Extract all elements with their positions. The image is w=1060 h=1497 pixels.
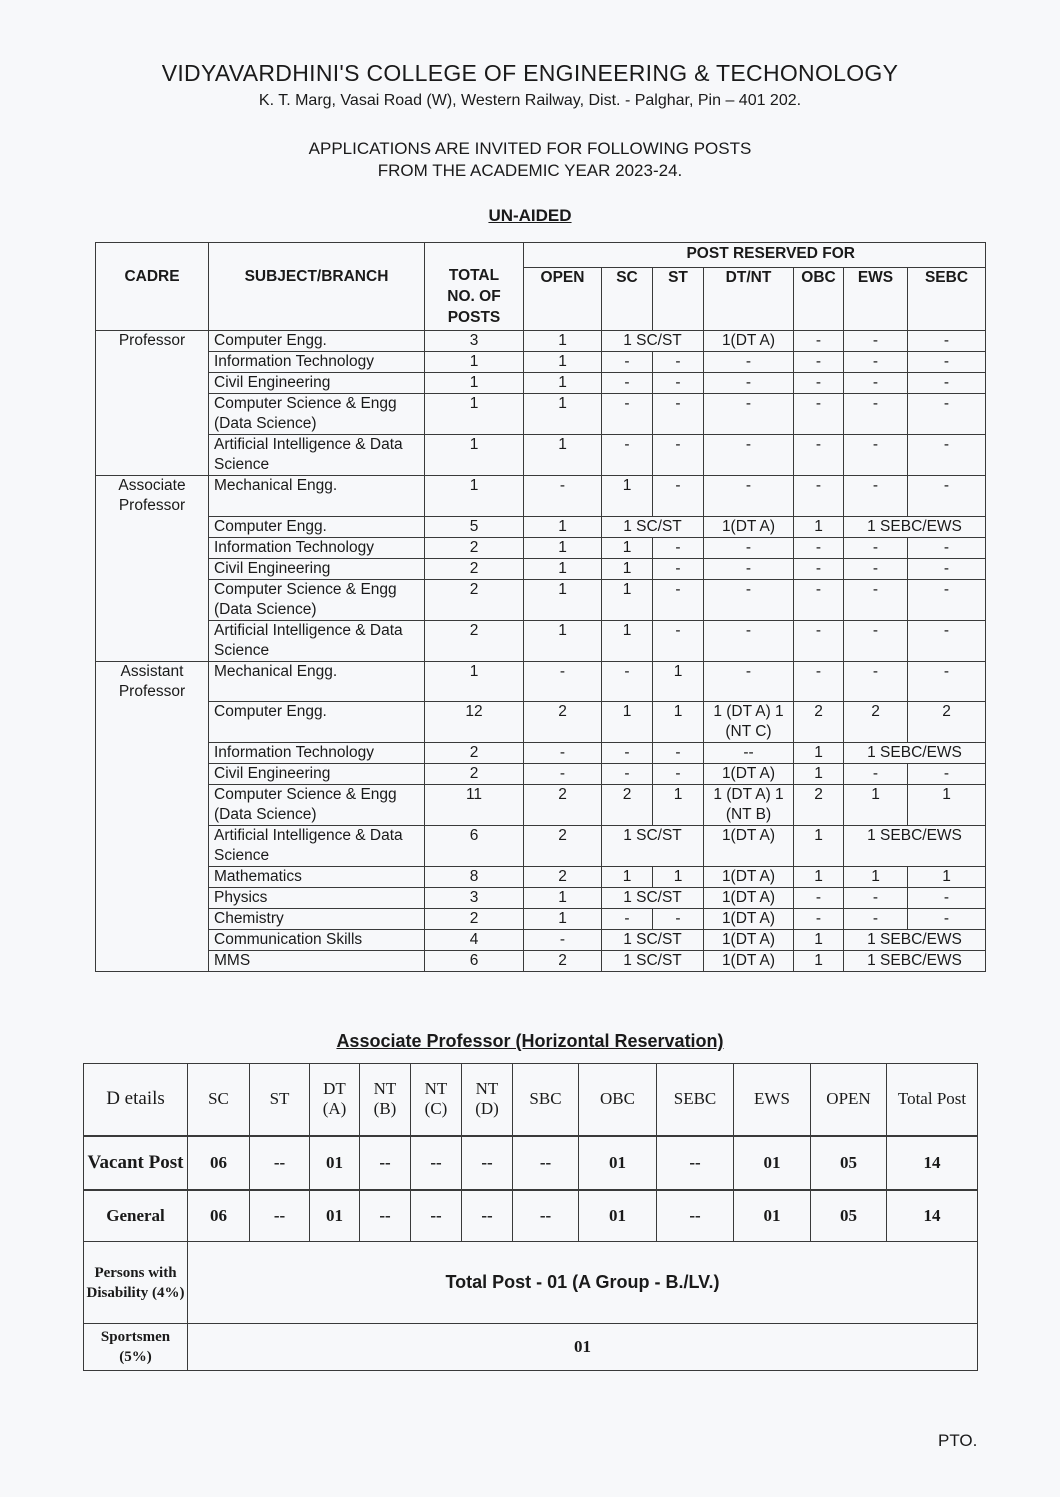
table-row: [96, 867, 986, 888]
table-row: [96, 702, 986, 743]
cell-st: -: [653, 352, 704, 373]
cell-ews: -: [844, 579, 908, 620]
cell-open: 1: [524, 516, 602, 537]
cell-sebc: -: [908, 435, 986, 476]
cell-sebc: -: [908, 476, 986, 517]
cell-st: 1: [653, 867, 704, 888]
cell-total: 5: [425, 516, 524, 537]
cell-subject: Communication Skills: [209, 930, 425, 951]
cell-total: 1: [425, 476, 524, 517]
cell-subject: Chemistry: [209, 909, 425, 930]
hr-cell: --: [657, 1136, 734, 1190]
cell-sc: 1: [602, 867, 653, 888]
hr-cell: 01: [310, 1136, 360, 1190]
cell-subject: Mechanical Engg.: [209, 476, 425, 517]
cell-sebc: -: [908, 558, 986, 579]
cell-open: 2: [524, 785, 602, 826]
cell-obc: -: [794, 476, 844, 517]
hr-header: OPEN: [811, 1064, 887, 1136]
college-name: VIDYAVARDHINI'S COLLEGE OF ENGINEERING & TECHONOLOGY: [161, 60, 899, 86]
cell-total: 6: [425, 951, 524, 972]
cadre-spacer: [96, 702, 209, 743]
header-obc: OBC: [794, 268, 844, 331]
cell-scst: 1 SC/ST: [602, 826, 704, 867]
table-row: [96, 558, 986, 579]
cell-scst: 1 SC/ST: [602, 516, 704, 537]
table-row: [96, 435, 986, 476]
cell-sc: -: [602, 435, 653, 476]
cell-open: 1: [524, 331, 602, 352]
cell-subject: Information Technology: [209, 537, 425, 558]
cell-open: 1: [524, 373, 602, 394]
college-address: K. T. Marg, Vasai Road (W), Western Railway, Dist. - Palghar, Pin – 401 202.: [258, 92, 802, 109]
hr-cell: --: [411, 1136, 462, 1190]
cell-dtnt: -: [704, 373, 794, 394]
header-subject: SUBJECT/BRANCH: [209, 243, 425, 331]
cell-sc: -: [602, 909, 653, 930]
cell-total: 12: [425, 702, 524, 743]
cell-open: -: [524, 930, 602, 951]
cell-total: 2: [425, 558, 524, 579]
cadre-spacer: [96, 867, 209, 888]
cell-obc: -: [794, 909, 844, 930]
section-title: UN-AIDED: [488, 206, 572, 225]
cell-subject: Information Technology: [209, 352, 425, 373]
cadre-spacer: [96, 435, 209, 476]
header-ews: EWS: [844, 268, 908, 331]
table-row: [96, 352, 986, 373]
cell-subject: MMS: [209, 951, 425, 972]
sportsmen-value: 01: [188, 1324, 978, 1371]
cell-ewssebc: 1 SEBC/EWS: [844, 951, 986, 972]
cell-sc: 2: [602, 785, 653, 826]
cell-ews: -: [844, 435, 908, 476]
cell-sc: 1: [602, 579, 653, 620]
cell-ewssebc: 1 SEBC/EWS: [844, 743, 986, 764]
cadre-spacer: [96, 909, 209, 930]
hr-cell: --: [360, 1136, 411, 1190]
table-row: [96, 743, 986, 764]
cell-subject: Artificial Intelligence & Data Science: [209, 620, 425, 661]
horizontal-reservation-title: Associate Professor (Horizontal Reservation): [336, 1031, 724, 1051]
hr-cell: --: [360, 1190, 411, 1242]
cell-dtnt: -: [704, 579, 794, 620]
cadre-spacer: [96, 764, 209, 785]
table-row: [96, 620, 986, 661]
cell-open: 1: [524, 909, 602, 930]
cell-st: -: [653, 909, 704, 930]
cell-obc: 2: [794, 785, 844, 826]
cell-ews: 2: [844, 702, 908, 743]
cell-open: -: [524, 743, 602, 764]
cell-dtnt: -: [704, 476, 794, 517]
hr-cell: 06: [188, 1136, 250, 1190]
cell-dtnt: -: [704, 537, 794, 558]
hr-cell: 01: [579, 1136, 657, 1190]
cell-subject: Computer Engg.: [209, 331, 425, 352]
hr-row-label: Vacant Post: [84, 1136, 188, 1190]
cell-open: -: [524, 661, 602, 702]
cell-total: 1: [425, 435, 524, 476]
cell-obc: 2: [794, 702, 844, 743]
hr-cell: 14: [887, 1136, 978, 1190]
cell-sc: 1: [602, 537, 653, 558]
header-dtnt: DT/NT: [704, 268, 794, 331]
hr-cell: 05: [811, 1190, 887, 1242]
cell-obc: 1: [794, 826, 844, 867]
table-row: [96, 888, 986, 909]
cell-open: 2: [524, 951, 602, 972]
hr-header: Total Post: [887, 1064, 978, 1136]
cell-obc: -: [794, 558, 844, 579]
cell-obc: -: [794, 394, 844, 435]
cell-ews: -: [844, 331, 908, 352]
cell-sebc: -: [908, 909, 986, 930]
cell-ews: -: [844, 476, 908, 517]
header-st: ST: [653, 268, 704, 331]
cell-subject: Mechanical Engg.: [209, 661, 425, 702]
cell-subject: Computer Engg.: [209, 516, 425, 537]
cell-sebc: -: [908, 620, 986, 661]
hr-cell: 01: [310, 1190, 360, 1242]
hr-cell: 01: [734, 1190, 811, 1242]
cell-ews: -: [844, 394, 908, 435]
cell-ews: -: [844, 909, 908, 930]
cadre-spacer: [96, 620, 209, 661]
cell-sc: 1: [602, 620, 653, 661]
cell-obc: -: [794, 331, 844, 352]
posts-table: [95, 242, 986, 972]
hr-disability-row: [84, 1242, 978, 1324]
hr-header: D etails: [84, 1064, 188, 1136]
table-row: [96, 951, 986, 972]
cadre-label: Professor: [96, 331, 209, 352]
cadre-spacer: [96, 888, 209, 909]
cell-obc: 1: [794, 930, 844, 951]
table-row: [96, 930, 986, 951]
cell-obc: 1: [794, 867, 844, 888]
table-row: [96, 764, 986, 785]
cell-st: 1: [653, 785, 704, 826]
table-row: [96, 826, 986, 867]
cell-subject: Mathematics: [209, 867, 425, 888]
hr-header: NT (C): [411, 1064, 462, 1136]
cell-dtnt: -: [704, 394, 794, 435]
cell-obc: -: [794, 579, 844, 620]
hr-cell: 01: [579, 1190, 657, 1242]
sportsmen-label: Sportsmen (5%): [84, 1324, 188, 1371]
hr-cell: 06: [188, 1190, 250, 1242]
cell-open: -: [524, 764, 602, 785]
cell-ewssebc: 1 SEBC/EWS: [844, 516, 986, 537]
table-row: [96, 373, 986, 394]
cell-obc: -: [794, 373, 844, 394]
hr-header: SBC: [513, 1064, 579, 1136]
cell-obc: -: [794, 435, 844, 476]
hr-header: NT (D): [462, 1064, 513, 1136]
cell-open: 2: [524, 867, 602, 888]
cell-st: -: [653, 579, 704, 620]
cell-dtnt: 1(DT A): [704, 909, 794, 930]
cell-ews: -: [844, 537, 908, 558]
cell-st: -: [653, 558, 704, 579]
hr-cell: --: [513, 1190, 579, 1242]
invite-line-1: APPLICATIONS ARE INVITED FOR FOLLOWING POSTS: [308, 139, 752, 158]
cadre-spacer: [96, 951, 209, 972]
cadre-spacer: [96, 743, 209, 764]
hr-sportsmen-row: [84, 1324, 978, 1371]
cell-sc: 1: [602, 476, 653, 517]
cell-ewssebc: 1 SEBC/EWS: [844, 826, 986, 867]
header-total: TOTAL NO. OF POSTS: [425, 243, 524, 331]
hr-cell: --: [411, 1190, 462, 1242]
cadre-spacer: [96, 516, 209, 537]
cell-sc: 1: [602, 702, 653, 743]
cell-sebc: -: [908, 537, 986, 558]
cell-total: 1: [425, 661, 524, 702]
cadre-spacer: [96, 785, 209, 826]
cadre-spacer: [96, 579, 209, 620]
hr-cell: --: [250, 1136, 310, 1190]
hr-cell: --: [657, 1190, 734, 1242]
cell-sc: -: [602, 764, 653, 785]
cell-sebc: 1: [908, 867, 986, 888]
cadre-spacer: [96, 373, 209, 394]
header-reserved: POST RESERVED FOR: [524, 243, 986, 268]
hr-header: SEBC: [657, 1064, 734, 1136]
cell-open: 1: [524, 352, 602, 373]
cell-st: -: [653, 537, 704, 558]
cadre-label: Assistant Professor: [96, 661, 209, 702]
hr-cell: --: [462, 1136, 513, 1190]
cell-obc: 1: [794, 516, 844, 537]
cell-subject: Civil Engineering: [209, 558, 425, 579]
hr-row: [84, 1190, 978, 1242]
hr-row-label: General: [84, 1190, 188, 1242]
disability-value: Total Post - 01 (A Group - B./LV.): [188, 1242, 978, 1324]
cell-ewssebc: 1 SEBC/EWS: [844, 930, 986, 951]
cell-total: 2: [425, 537, 524, 558]
cell-dtnt: 1(DT A): [704, 888, 794, 909]
cell-subject: Artificial Intelligence & Data Science: [209, 435, 425, 476]
table-row: [96, 909, 986, 930]
cell-sebc: 2: [908, 702, 986, 743]
table-row: [96, 331, 986, 352]
cell-ews: -: [844, 888, 908, 909]
cell-subject: Physics: [209, 888, 425, 909]
cell-ews: -: [844, 620, 908, 661]
cell-dtnt: 1(DT A): [704, 867, 794, 888]
hr-cell: --: [513, 1136, 579, 1190]
cell-ews: -: [844, 661, 908, 702]
cell-sebc: -: [908, 373, 986, 394]
cell-st: -: [653, 394, 704, 435]
cell-ews: -: [844, 352, 908, 373]
cell-scst: 1 SC/ST: [602, 930, 704, 951]
cell-dtnt: 1(DT A): [704, 331, 794, 352]
cell-ews: -: [844, 764, 908, 785]
cell-total: 6: [425, 826, 524, 867]
cell-dtnt: 1(DT A): [704, 516, 794, 537]
cell-open: 1: [524, 558, 602, 579]
cell-subject: Artificial Intelligence & Data Science: [209, 826, 425, 867]
table-row: [96, 537, 986, 558]
cell-sc: -: [602, 394, 653, 435]
cell-sebc: -: [908, 888, 986, 909]
cell-total: 2: [425, 909, 524, 930]
cell-total: 4: [425, 930, 524, 951]
cell-sebc: -: [908, 331, 986, 352]
cell-st: -: [653, 743, 704, 764]
cadre-spacer: [96, 537, 209, 558]
cell-total: 2: [425, 579, 524, 620]
cell-total: 2: [425, 764, 524, 785]
cell-obc: -: [794, 661, 844, 702]
table-row: [96, 394, 986, 435]
cell-open: -: [524, 476, 602, 517]
cell-subject: Civil Engineering: [209, 373, 425, 394]
cell-st: -: [653, 476, 704, 517]
cell-total: 1: [425, 373, 524, 394]
cell-sebc: 1: [908, 785, 986, 826]
cell-total: 1: [425, 352, 524, 373]
cell-total: 3: [425, 331, 524, 352]
cell-open: 1: [524, 435, 602, 476]
cell-obc: -: [794, 352, 844, 373]
table-row: [96, 476, 986, 517]
cell-dtnt: --: [704, 743, 794, 764]
table-row: [96, 579, 986, 620]
cell-open: 1: [524, 394, 602, 435]
cell-open: 1: [524, 579, 602, 620]
cell-total: 1: [425, 394, 524, 435]
cadre-spacer: [96, 930, 209, 951]
hr-row: [84, 1136, 978, 1190]
table-row: [96, 516, 986, 537]
cell-st: -: [653, 620, 704, 661]
cell-st: -: [653, 435, 704, 476]
cell-sebc: -: [908, 394, 986, 435]
cell-dtnt: 1(DT A): [704, 764, 794, 785]
header-cadre: CADRE: [96, 243, 209, 331]
cell-scst: 1 SC/ST: [602, 888, 704, 909]
cell-sebc: -: [908, 352, 986, 373]
cell-sc: -: [602, 743, 653, 764]
cell-obc: 1: [794, 951, 844, 972]
cell-dtnt: -: [704, 558, 794, 579]
hr-cell: 01: [734, 1136, 811, 1190]
cell-dtnt: -: [704, 352, 794, 373]
cell-ews: -: [844, 558, 908, 579]
hr-cell: --: [250, 1190, 310, 1242]
hr-header: SC: [188, 1064, 250, 1136]
hr-header: ST: [250, 1064, 310, 1136]
cell-st: 1: [653, 702, 704, 743]
cell-total: 3: [425, 888, 524, 909]
cell-subject: Computer Engg.: [209, 702, 425, 743]
cell-scst: 1 SC/ST: [602, 951, 704, 972]
cell-total: 11: [425, 785, 524, 826]
hr-header: DT (A): [310, 1064, 360, 1136]
cell-subject: Computer Science & Engg (Data Science): [209, 579, 425, 620]
cell-ews: 1: [844, 867, 908, 888]
cell-dtnt: -: [704, 620, 794, 661]
cell-total: 2: [425, 743, 524, 764]
cell-ews: -: [844, 373, 908, 394]
table-row: [96, 785, 986, 826]
table-row: [96, 661, 986, 702]
cell-dtnt: 1(DT A): [704, 930, 794, 951]
cell-dtnt: -: [704, 661, 794, 702]
cell-sc: -: [602, 661, 653, 702]
cell-dtnt: 1 (DT A) 1 (NT B): [704, 785, 794, 826]
hr-cell: --: [462, 1190, 513, 1242]
cell-st: 1: [653, 661, 704, 702]
cell-subject: Computer Science & Engg (Data Science): [209, 785, 425, 826]
cell-obc: -: [794, 620, 844, 661]
horizontal-reservation-table: [83, 1063, 978, 1371]
hr-header: EWS: [734, 1064, 811, 1136]
cadre-spacer: [96, 826, 209, 867]
cell-st: -: [653, 764, 704, 785]
cell-open: 2: [524, 702, 602, 743]
cell-open: 1: [524, 620, 602, 661]
cell-obc: 1: [794, 764, 844, 785]
cell-sc: -: [602, 373, 653, 394]
pto-label: PTO.: [938, 1431, 978, 1450]
cell-sc: 1: [602, 558, 653, 579]
hr-cell: 05: [811, 1136, 887, 1190]
cell-sebc: -: [908, 764, 986, 785]
disability-label: Persons with Disability (4%): [84, 1242, 188, 1324]
cell-scst: 1 SC/ST: [602, 331, 704, 352]
hr-header: OBC: [579, 1064, 657, 1136]
header-sebc: SEBC: [908, 268, 986, 331]
cell-sebc: -: [908, 579, 986, 620]
cell-open: 2: [524, 826, 602, 867]
cell-subject: Civil Engineering: [209, 764, 425, 785]
cell-open: 1: [524, 888, 602, 909]
cell-open: 1: [524, 537, 602, 558]
cell-dtnt: -: [704, 435, 794, 476]
cell-subject: Information Technology: [209, 743, 425, 764]
cadre-spacer: [96, 558, 209, 579]
cell-dtnt: 1(DT A): [704, 951, 794, 972]
hr-header: NT (B): [360, 1064, 411, 1136]
invite-line-2: FROM THE ACADEMIC YEAR 2023-24.: [377, 161, 683, 180]
cell-dtnt: 1(DT A): [704, 826, 794, 867]
cell-obc: -: [794, 888, 844, 909]
cell-total: 2: [425, 620, 524, 661]
cell-dtnt: 1 (DT A) 1 (NT C): [704, 702, 794, 743]
cell-ews: 1: [844, 785, 908, 826]
cell-sebc: -: [908, 661, 986, 702]
cadre-label: Associate Professor: [96, 476, 209, 517]
header-sc: SC: [602, 268, 653, 331]
cell-st: -: [653, 373, 704, 394]
hr-cell: 14: [887, 1190, 978, 1242]
cell-total: 8: [425, 867, 524, 888]
cell-sc: -: [602, 352, 653, 373]
cell-obc: -: [794, 537, 844, 558]
cadre-spacer: [96, 352, 209, 373]
cell-subject: Computer Science & Engg (Data Science): [209, 394, 425, 435]
cadre-spacer: [96, 394, 209, 435]
cell-obc: 1: [794, 743, 844, 764]
header-open: OPEN: [524, 268, 602, 331]
